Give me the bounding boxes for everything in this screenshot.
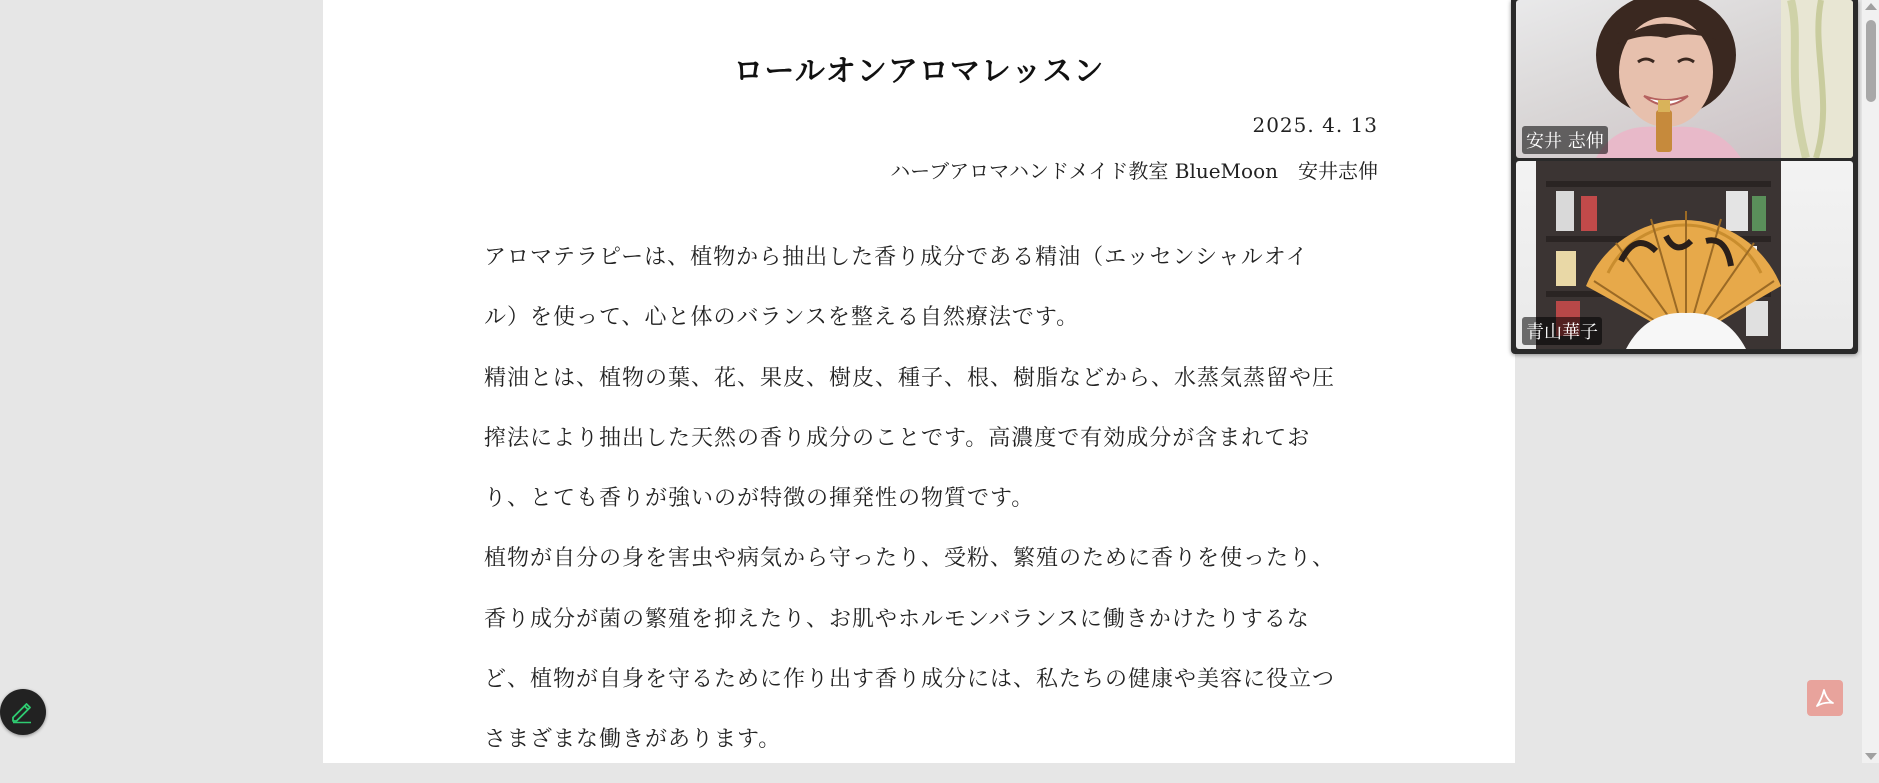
pencil-icon [10,700,34,724]
vertical-scrollbar[interactable] [1862,0,1879,763]
video-tile-participant-1[interactable] [1516,0,1853,158]
pdf-icon [1813,686,1837,710]
scrollbar-thumb[interactable] [1866,20,1876,102]
scroll-down-icon[interactable] [1865,753,1877,760]
body-line: 搾法により抽出した天然の香り成分のことです。高濃度で有効成分が含まれてお [484,425,1311,451]
body-line: 精油とは、植物の葉、花、果皮、樹皮、種子、根、樹脂などから、水蒸気蒸留や圧 [484,365,1336,391]
document-date: 2025. 4. 13 [1252,113,1378,137]
document-body [484,240,1404,783]
body-line: ど、植物が自身を守るために作り出す香り成分には、私たちの健康や美容に役立つ [484,667,1336,693]
participant-name-tag: 安井 志伸 [1522,126,1608,154]
video-call-panel[interactable] [1511,0,1858,354]
participant-name-tag: 青山華子 [1522,317,1602,345]
document-page [323,0,1515,763]
document-author: ハーブアロマハンドメイド教室 BlueMoon 安井志伸 [890,159,1378,183]
body-line: アロマテラピーは、植物から抽出した香り成分である精油（エッセンシャルオイ [484,245,1309,270]
body-line: り、とても香りが強いのが特徴の揮発性の物質です。 [484,486,1035,512]
pdf-button[interactable] [1807,680,1843,716]
body-line: 香り成分が菌の繁殖を抑えたり、お肌やホルモンバランスに働きかけたりするな [484,606,1310,632]
body-line: ル）を使って、心と体のバランスを整える自然療法です。 [484,305,1080,331]
video-tile-participant-2[interactable] [1516,161,1853,349]
edit-button[interactable] [0,689,46,735]
document-title: ロールオンアロマレッスン [733,54,1105,89]
body-line: 植物が自分の身を害虫や病気から守ったり、受粉、繁殖のために香りを使ったり、 [484,546,1336,572]
scroll-up-icon[interactable] [1865,3,1877,10]
body-line: さまざまな働きがあります。 [484,727,782,753]
